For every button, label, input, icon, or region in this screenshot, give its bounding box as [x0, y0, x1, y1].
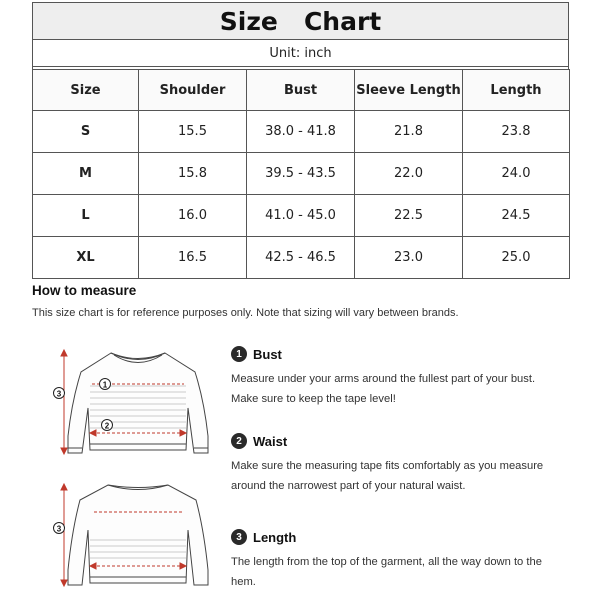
desc-line: Make sure to keep the tape level! — [231, 393, 396, 405]
step-description — [231, 552, 571, 592]
table-cell: 16.5 — [139, 237, 247, 279]
table-row — [33, 153, 570, 195]
sweater-illustrations — [48, 340, 228, 598]
desc-line: Measure under your arms around the fullest part of your bust. — [231, 373, 536, 385]
desc-line: hem. — [231, 576, 256, 588]
table-cell: 22.0 — [355, 153, 463, 195]
column-header: Sleeve Length — [355, 70, 463, 111]
step-waist — [231, 433, 571, 496]
figure-marker-2 — [102, 420, 113, 431]
step-label: Waist — [253, 433, 288, 449]
desc-line: Make sure the measuring tape fits comfortably as you measure — [231, 460, 544, 472]
figure-marker-3-top — [54, 388, 65, 399]
table-row — [33, 195, 570, 237]
table-row — [33, 111, 570, 153]
table-cell: 25.0 — [463, 237, 570, 279]
column-header: Size — [33, 70, 139, 111]
size-cell: M — [33, 153, 139, 195]
table-cell: 22.5 — [355, 195, 463, 237]
step-length — [231, 529, 571, 592]
step-number-icon: 2 — [231, 433, 247, 449]
table-header-row — [33, 70, 570, 111]
how-to-measure-heading: How to measure — [32, 283, 137, 298]
step-label: Length — [253, 529, 297, 545]
figure-marker-3-bottom — [54, 523, 65, 534]
table-cell: 24.0 — [463, 153, 570, 195]
column-header: Bust — [247, 70, 355, 111]
table-cell: 24.5 — [463, 195, 570, 237]
table-cell: 23.8 — [463, 111, 570, 153]
size-cell: S — [33, 111, 139, 153]
table-cell: 23.0 — [355, 237, 463, 279]
column-header: Shoulder — [139, 70, 247, 111]
marker-2-label: 2 — [104, 421, 110, 431]
step-bust — [231, 346, 571, 409]
sweater-back-figure — [68, 485, 208, 585]
step-description — [231, 456, 571, 496]
table-cell: 42.5 - 46.5 — [247, 237, 355, 279]
table-cell: 41.0 - 45.0 — [247, 195, 355, 237]
size-cell: XL — [33, 237, 139, 279]
step-description — [231, 369, 571, 409]
marker-3-label: 3 — [56, 524, 62, 534]
table-cell: 15.5 — [139, 111, 247, 153]
step-number-icon: 1 — [231, 346, 247, 362]
chart-unit: Unit: inch — [32, 40, 569, 67]
figure-marker-1 — [100, 379, 111, 390]
table-row — [33, 237, 570, 279]
table-cell: 21.8 — [355, 111, 463, 153]
chart-title: Size Chart — [32, 2, 569, 40]
marker-1-label: 1 — [102, 380, 108, 390]
reference-note: This size chart is for reference purposes only. Note that sizing will vary between brands. — [32, 307, 459, 319]
table-cell: 38.0 - 41.8 — [247, 111, 355, 153]
step-label: Bust — [253, 346, 282, 362]
desc-line: around the narrowest part of your natural waist. — [231, 480, 466, 492]
marker-3-label: 3 — [56, 389, 62, 399]
table-cell: 16.0 — [139, 195, 247, 237]
table-cell: 15.8 — [139, 153, 247, 195]
size-chart — [32, 2, 569, 279]
size-cell: L — [33, 195, 139, 237]
step-number-icon: 3 — [231, 529, 247, 545]
size-table — [32, 69, 570, 279]
column-header: Length — [463, 70, 570, 111]
desc-line: The length from the top of the garment, all the way down to the — [231, 556, 542, 568]
table-cell: 39.5 - 43.5 — [247, 153, 355, 195]
sweater-front-figure — [68, 353, 208, 453]
